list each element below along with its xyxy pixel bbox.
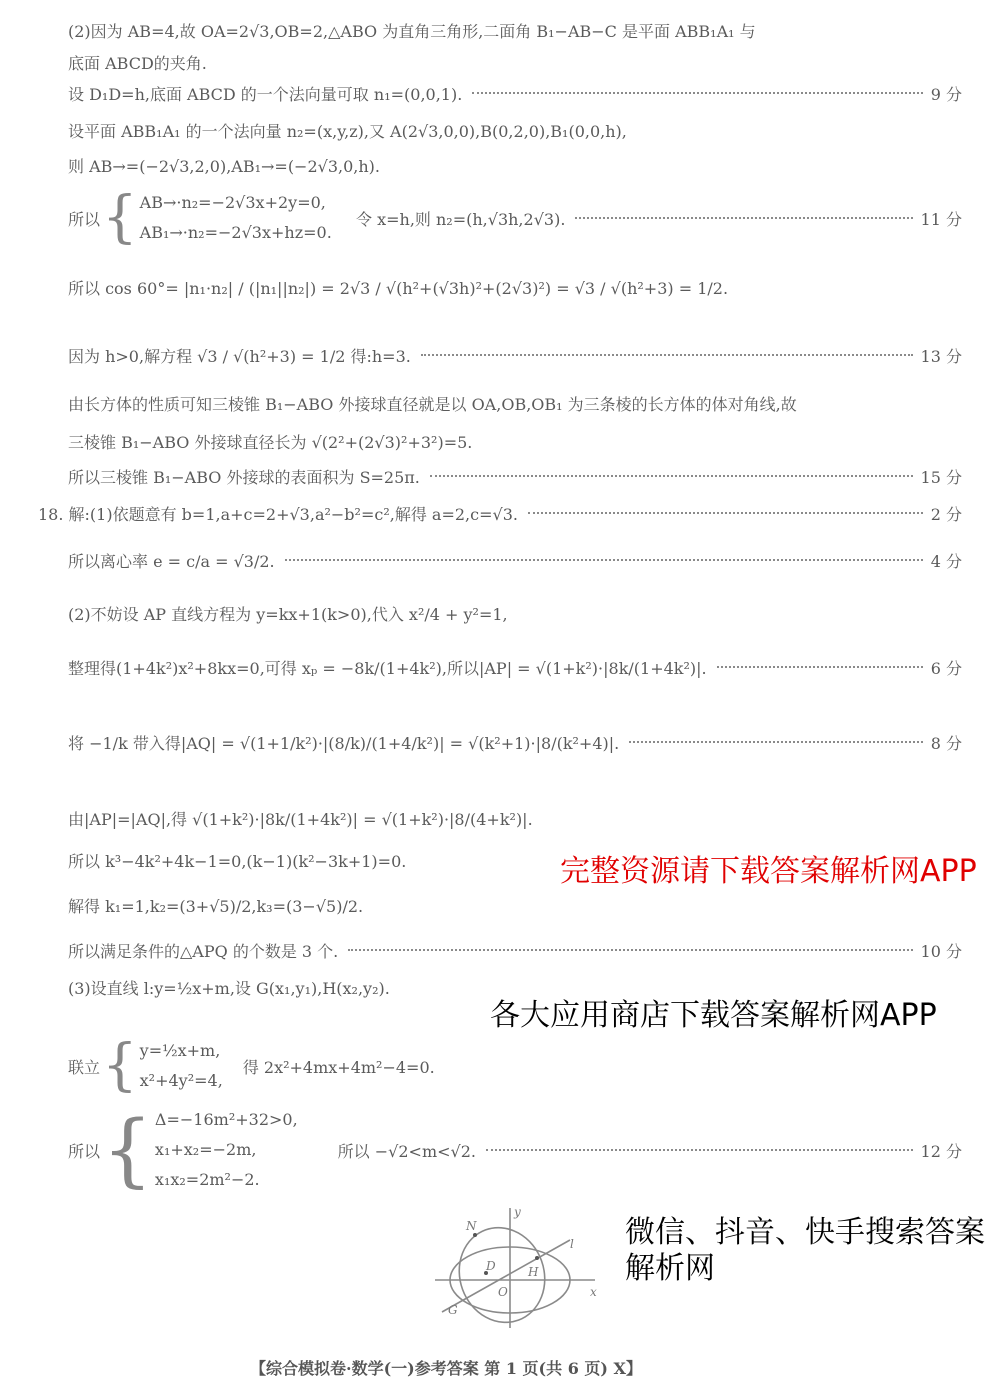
score-label: 11 分 [920, 209, 962, 229]
line-text: 所以 k³−4k²+4k−1=0,(k−1)(k²−3k+1)=0. [68, 851, 407, 871]
watermark: 微信、抖音、快手搜索答案解析网 [625, 1215, 985, 1286]
line-text: 设 D₁D=h,底面 ABCD 的一个法向量可取 n₁=(0,0,1). [68, 84, 463, 104]
score-label: 9 分 [930, 84, 962, 104]
watermark: 完整资源请下载答案解析网APP [560, 854, 977, 889]
text-line [38, 501, 962, 525]
label-x: x [590, 1285, 597, 1299]
point-H [535, 1256, 539, 1260]
line-text: (3)设直线 l:y=½x+m,设 G(x₁,y₁),H(x₂,y₂). [68, 978, 390, 998]
equation-system [68, 185, 332, 250]
line-text: 由|AP|=|AQ|,得 √(1+k²)·|8k/(1+4k²)| = √(1+k²)·|8/(4+k²)|. [68, 809, 533, 829]
line-text: 三棱锥 B₁−ABO 外接球直径长为 √(2²+(2√3)²+3²)=5. [68, 432, 473, 452]
system-result: 得 2x²+4mx+4m²−4=0. [242, 1057, 435, 1077]
system-label: 联立 [68, 1057, 101, 1077]
line-text: (2)因为 AB=4,故 OA=2√3,OB=2,△ABO 为直角三角形,二面角 B₁−AB−C 是平面 ABB₁A₁ 与 [68, 21, 756, 41]
system-row: x₁x₂=2m²−2. [154, 1170, 260, 1189]
dotted-leader [575, 217, 912, 219]
dotted-leader [717, 666, 923, 668]
text-line [68, 391, 962, 415]
brace: { [102, 185, 138, 250]
line-l [442, 1240, 570, 1312]
system-row: Δ=−16m²+32>0, [154, 1110, 298, 1129]
line-text: 将 −1/k 带入得|AQ| = √(1+1/k²)·|(8/k)/(1+4/k²)| = √(k²+1)·|8/(k²+4)|. [68, 733, 620, 753]
text-line [68, 806, 962, 830]
label-N: N [466, 1219, 477, 1233]
line-text: 设平面 ABB₁A₁ 的一个法向量 n₂=(x,y,z),又 A(2√3,0,0),B(0,2,0),B₁(0,0,h), [68, 121, 627, 141]
line-text: 底面 ABCD的夹角. [68, 53, 207, 73]
text-line [68, 118, 962, 142]
system-row: AB₁→·n₂=−2√3x+hz=0. [139, 223, 332, 242]
score-label: 4 分 [930, 551, 962, 571]
system-row: AB→·n₂=−2√3x+2y=0, [139, 193, 326, 212]
text-line [68, 81, 962, 105]
line-text: 18. 解:(1)依题意有 b=1,a+c=2+√3,a²−b²=c²,解得 a=2,c=√3. [38, 504, 518, 524]
text-line [68, 153, 962, 177]
line-text: 所以满足条件的△APQ 的个数是 3 个. [68, 941, 339, 961]
text-line [68, 548, 962, 572]
system-label: 所以 [68, 1141, 101, 1161]
point-N [473, 1233, 477, 1237]
system-row: x²+4y²=4, [139, 1071, 223, 1090]
text-line [68, 893, 363, 917]
line-text: 解得 k₁=1,k₂=(3+√5)/2,k₃=(3−√5)/2. [68, 896, 364, 916]
line-text: 所以三棱锥 B₁−ABO 外接球的表面积为 S=25π. [68, 467, 420, 487]
label-y: y [514, 1205, 521, 1219]
page-footer: 【综合模拟卷·数学(一)参考答案 第 1 页(共 6 页) X】 [250, 1359, 642, 1378]
line-text: 则 AB→=(−2√3,2,0),AB₁→=(−2√3,0,h). [68, 156, 381, 176]
dotted-leader [430, 475, 913, 477]
score-label: 6 分 [930, 658, 962, 678]
score-label: 10 分 [920, 941, 962, 961]
score-label: 12 分 [920, 1141, 962, 1161]
dotted-leader [629, 741, 922, 743]
text-line [68, 601, 962, 625]
equation-system [68, 1105, 962, 1195]
line-text: 所以 cos 60°= |n₁·n₂| / (|n₁||n₂|) = 2√3 / √(h²+(√3h)²+(2√3)²) = √3 / √(h²+3) = 1/2. [68, 278, 729, 298]
line-text: 由长方体的性质可知三棱锥 B₁−ABO 外接球直径就是以 OA,OB,OB₁ 为三条棱的长方体的体对角线,故 [68, 394, 797, 414]
system-row: x₁+x₂=−2m, [154, 1140, 257, 1159]
text-line [68, 464, 962, 488]
text-line [68, 848, 406, 872]
line-text: 因为 h>0,解方程 √3 / √(h²+3) = 1/2 得:h=3. [68, 346, 411, 366]
label-l: l [570, 1237, 574, 1251]
brace: { [102, 1103, 153, 1196]
text-line [68, 938, 962, 962]
text-line [68, 343, 962, 367]
score-label: 2 分 [930, 504, 962, 524]
dotted-leader [528, 512, 923, 514]
label-G: G [448, 1303, 458, 1317]
score-label: 15 分 [920, 467, 962, 487]
dotted-leader [348, 949, 912, 951]
text-line [356, 206, 962, 230]
text-line [68, 975, 390, 999]
dotted-leader [421, 354, 913, 356]
text-line [68, 429, 962, 453]
line-text: 整理得(1+4k²)x²+8kx=0,可得 xₚ = −8k/(1+4k²),所以|AP| = √(1+k²)·|8k/(1+4k²)|. [68, 658, 707, 678]
line-text: 令 x=h,则 n₂=(h,√3h,2√3). [356, 209, 566, 229]
brace: { [102, 1033, 138, 1098]
dotted-leader [486, 1149, 913, 1151]
dotted-leader [285, 559, 923, 561]
label-H: H [528, 1265, 539, 1279]
text-line [68, 18, 962, 42]
equation-system [68, 1033, 435, 1098]
ellipse-circle-figure [430, 1200, 610, 1330]
score-label: 13 分 [920, 346, 962, 366]
system-result: 所以 −√2<m<√2. [337, 1141, 476, 1161]
score-label: 8 分 [930, 733, 962, 753]
text-line [68, 655, 962, 679]
line-text: 所以离心率 e = c/a = √3/2. [68, 551, 275, 571]
watermark: 各大应用商店下载答案解析网APP [490, 998, 937, 1033]
line-text: (2)不妨设 AP 直线方程为 y=kx+1(k>0),代入 x²/4 + y²=1, [68, 604, 508, 624]
text-line [68, 275, 962, 299]
text-line [68, 50, 962, 74]
system-label: 所以 [68, 209, 101, 229]
label-D: D [486, 1259, 496, 1273]
system-row: y=½x+m, [139, 1041, 221, 1060]
text-line [68, 730, 962, 754]
label-O: O [498, 1285, 508, 1299]
dotted-leader [472, 92, 922, 94]
